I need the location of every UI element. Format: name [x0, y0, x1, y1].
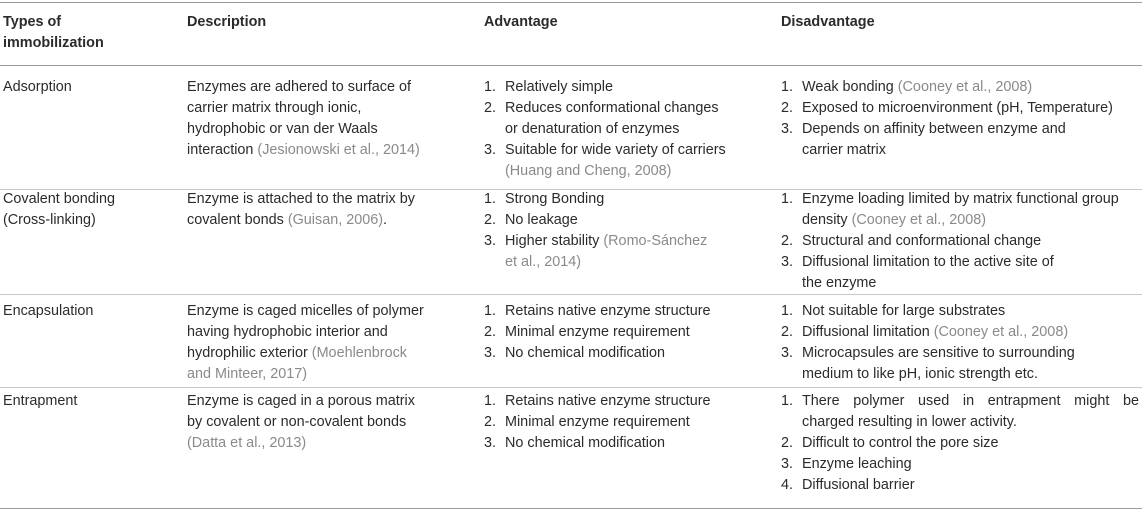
item-text: Not suitable for large substrates [802, 303, 1006, 319]
item-text: Retains native enzyme structure [505, 393, 711, 409]
description-line: by covalent or non-covalent bonds [187, 414, 407, 430]
item-text: Microcapsules are sensitive to surrounding [802, 345, 1075, 361]
citation: and Minteer, 2017) [187, 366, 308, 382]
item-text: Suitable for wide variety of carriers [505, 142, 726, 158]
list-item [781, 391, 1139, 433]
list-item [781, 98, 1139, 119]
disadvantages-list-entrapment [781, 391, 1139, 496]
header-advantage: Advantage [484, 14, 558, 30]
description-line: having hydrophobic interior and [187, 324, 388, 340]
list-item [781, 301, 1139, 322]
description-text: interaction [187, 142, 258, 158]
item-text: Reduces conformational changes [505, 100, 719, 116]
list-item [781, 252, 1139, 294]
item-text: Enzyme leaching [802, 456, 912, 472]
advantages-list-entrapment [484, 391, 769, 454]
item-number: 3. [781, 345, 794, 361]
list-item [781, 475, 1139, 496]
row-type-covalent-bonding [3, 189, 173, 231]
list-item [484, 343, 769, 364]
row-type-encapsulation: Encapsulation [3, 303, 94, 319]
description-line: Enzyme is caged in a porous matrix [187, 393, 415, 409]
item-number: 3. [781, 456, 794, 472]
type-line: (Cross-linking) [3, 212, 96, 228]
list-item [484, 77, 769, 98]
description-line [187, 140, 452, 161]
item-number: 3. [484, 233, 497, 249]
row-type-entrapment: Entrapment [3, 393, 78, 409]
item-text: Exposed to microenvironment (pH, Temperature) [802, 100, 1113, 116]
description-line [187, 210, 452, 231]
row-description-adsorption [187, 77, 452, 161]
description-text: . [383, 212, 388, 228]
citation: (Cooney et al., 2008) [897, 79, 1033, 95]
description-line: carrier matrix through ionic, [187, 100, 362, 116]
item-number: 1. [781, 393, 794, 409]
item-text: the enzyme [802, 275, 877, 291]
citation: et al., 2014) [505, 254, 582, 270]
disadvantages-list-covalent-bonding [781, 189, 1139, 294]
header-disadvantage: Disadvantage [781, 14, 875, 30]
item-number: 1. [781, 303, 794, 319]
header-bottom-rule [0, 65, 1142, 66]
advantages-list-encapsulation [484, 301, 769, 364]
item-number: 2. [484, 324, 497, 340]
item-text: Diffusional limitation [802, 324, 934, 340]
item-text: Minimal enzyme requirement [505, 324, 690, 340]
list-item [484, 98, 769, 140]
header-types [3, 12, 173, 54]
item-number: 2. [781, 324, 794, 340]
row-type-adsorption: Adsorption [3, 79, 72, 95]
row-description-encapsulation [187, 301, 452, 385]
item-text: There polymer used in entrapment might be [802, 393, 1139, 409]
description-line: Enzymes are adhered to surface of [187, 79, 411, 95]
list-item [781, 189, 1139, 231]
disadvantages-list-encapsulation [781, 301, 1139, 385]
item-text: Minimal enzyme requirement [505, 414, 690, 430]
item-text: Strong Bonding [505, 191, 605, 207]
citation: (Moehlenbrock [311, 345, 407, 361]
item-text: Retains native enzyme structure [505, 303, 711, 319]
item-number: 2. [781, 100, 794, 116]
item-number: 3. [781, 121, 794, 137]
item-text: charged resulting in lower activity. [802, 414, 1017, 430]
item-text: density [802, 212, 852, 228]
type-line: Covalent bonding [3, 191, 116, 207]
item-text: Depends on affinity between enzyme and [802, 121, 1066, 137]
description-text: hydrophilic exterior [187, 345, 312, 361]
citation: (Guisan, 2006) [287, 212, 384, 228]
list-item [484, 412, 769, 433]
item-number: 3. [484, 345, 497, 361]
item-number: 1. [484, 393, 497, 409]
item-number: 1. [484, 79, 497, 95]
item-text: carrier matrix [802, 142, 886, 158]
advantages-list-covalent-bonding [484, 189, 769, 273]
table-bottom-rule [0, 508, 1142, 509]
description-line: Enzyme is attached to the matrix by [187, 191, 415, 207]
citation: (Huang and Cheng, 2008) [505, 163, 672, 179]
list-item [484, 433, 769, 454]
table-top-rule [0, 2, 1142, 3]
citation: (Cooney et al., 2008) [933, 324, 1069, 340]
item-number: 1. [484, 303, 497, 319]
item-text: or denaturation of enzymes [505, 121, 680, 137]
item-text: No chemical modification [505, 345, 665, 361]
advantages-list-adsorption [484, 77, 769, 182]
row-description-entrapment [187, 391, 452, 454]
header-description: Description [187, 14, 267, 30]
item-number: 1. [781, 79, 794, 95]
list-item [484, 391, 769, 412]
header-types-line2: immobilization [3, 35, 104, 51]
list-item [781, 454, 1139, 475]
item-text: No leakage [505, 212, 578, 228]
item-text: medium to like pH, ionic strength etc. [802, 366, 1038, 382]
item-text: Enzyme loading limited by matrix functional group [802, 191, 1119, 207]
item-text: Diffusional limitation to the active site of [802, 254, 1054, 270]
description-line: Enzyme is caged micelles of polymer [187, 303, 424, 319]
citation: (Cooney et al., 2008) [851, 212, 987, 228]
header-types-line1: Types of [3, 14, 62, 30]
list-item [484, 322, 769, 343]
list-item [781, 77, 1139, 98]
row-divider [0, 294, 1142, 295]
item-number: 3. [781, 254, 794, 270]
list-item [484, 210, 769, 231]
list-item [781, 343, 1139, 385]
item-text: Higher stability [505, 233, 604, 249]
row-divider [0, 387, 1142, 388]
description-line: hydrophobic or van der Waals [187, 121, 378, 137]
item-text: No chemical modification [505, 435, 665, 451]
item-text: Diffusional barrier [802, 477, 915, 493]
list-item [484, 189, 769, 210]
item-number: 2. [484, 414, 497, 430]
list-item [781, 433, 1139, 454]
citation: (Datta et al., 2013) [187, 435, 307, 451]
item-number: 2. [781, 233, 794, 249]
row-description-covalent-bonding [187, 189, 452, 231]
item-number: 2. [484, 100, 497, 116]
item-text: Relatively simple [505, 79, 613, 95]
list-item [484, 301, 769, 322]
item-text: Structural and conformational change [802, 233, 1042, 249]
description-line [187, 343, 452, 364]
list-item [781, 119, 1139, 161]
list-item [781, 322, 1139, 343]
item-number: 4. [781, 477, 794, 493]
citation: (Jesionowski et al., 2014) [257, 142, 420, 158]
item-number: 3. [484, 435, 497, 451]
list-item [781, 231, 1139, 252]
description-text: covalent bonds [187, 212, 288, 228]
citation: (Romo-Sánchez [603, 233, 708, 249]
item-number: 3. [484, 142, 497, 158]
list-item [484, 231, 769, 273]
item-text: Difficult to control the pore size [802, 435, 999, 451]
list-item [484, 140, 769, 182]
item-number: 2. [781, 435, 794, 451]
item-number: 1. [781, 191, 794, 207]
item-number: 2. [484, 212, 497, 228]
item-text: Weak bonding [802, 79, 898, 95]
disadvantages-list-adsorption [781, 77, 1139, 161]
item-number: 1. [484, 191, 497, 207]
